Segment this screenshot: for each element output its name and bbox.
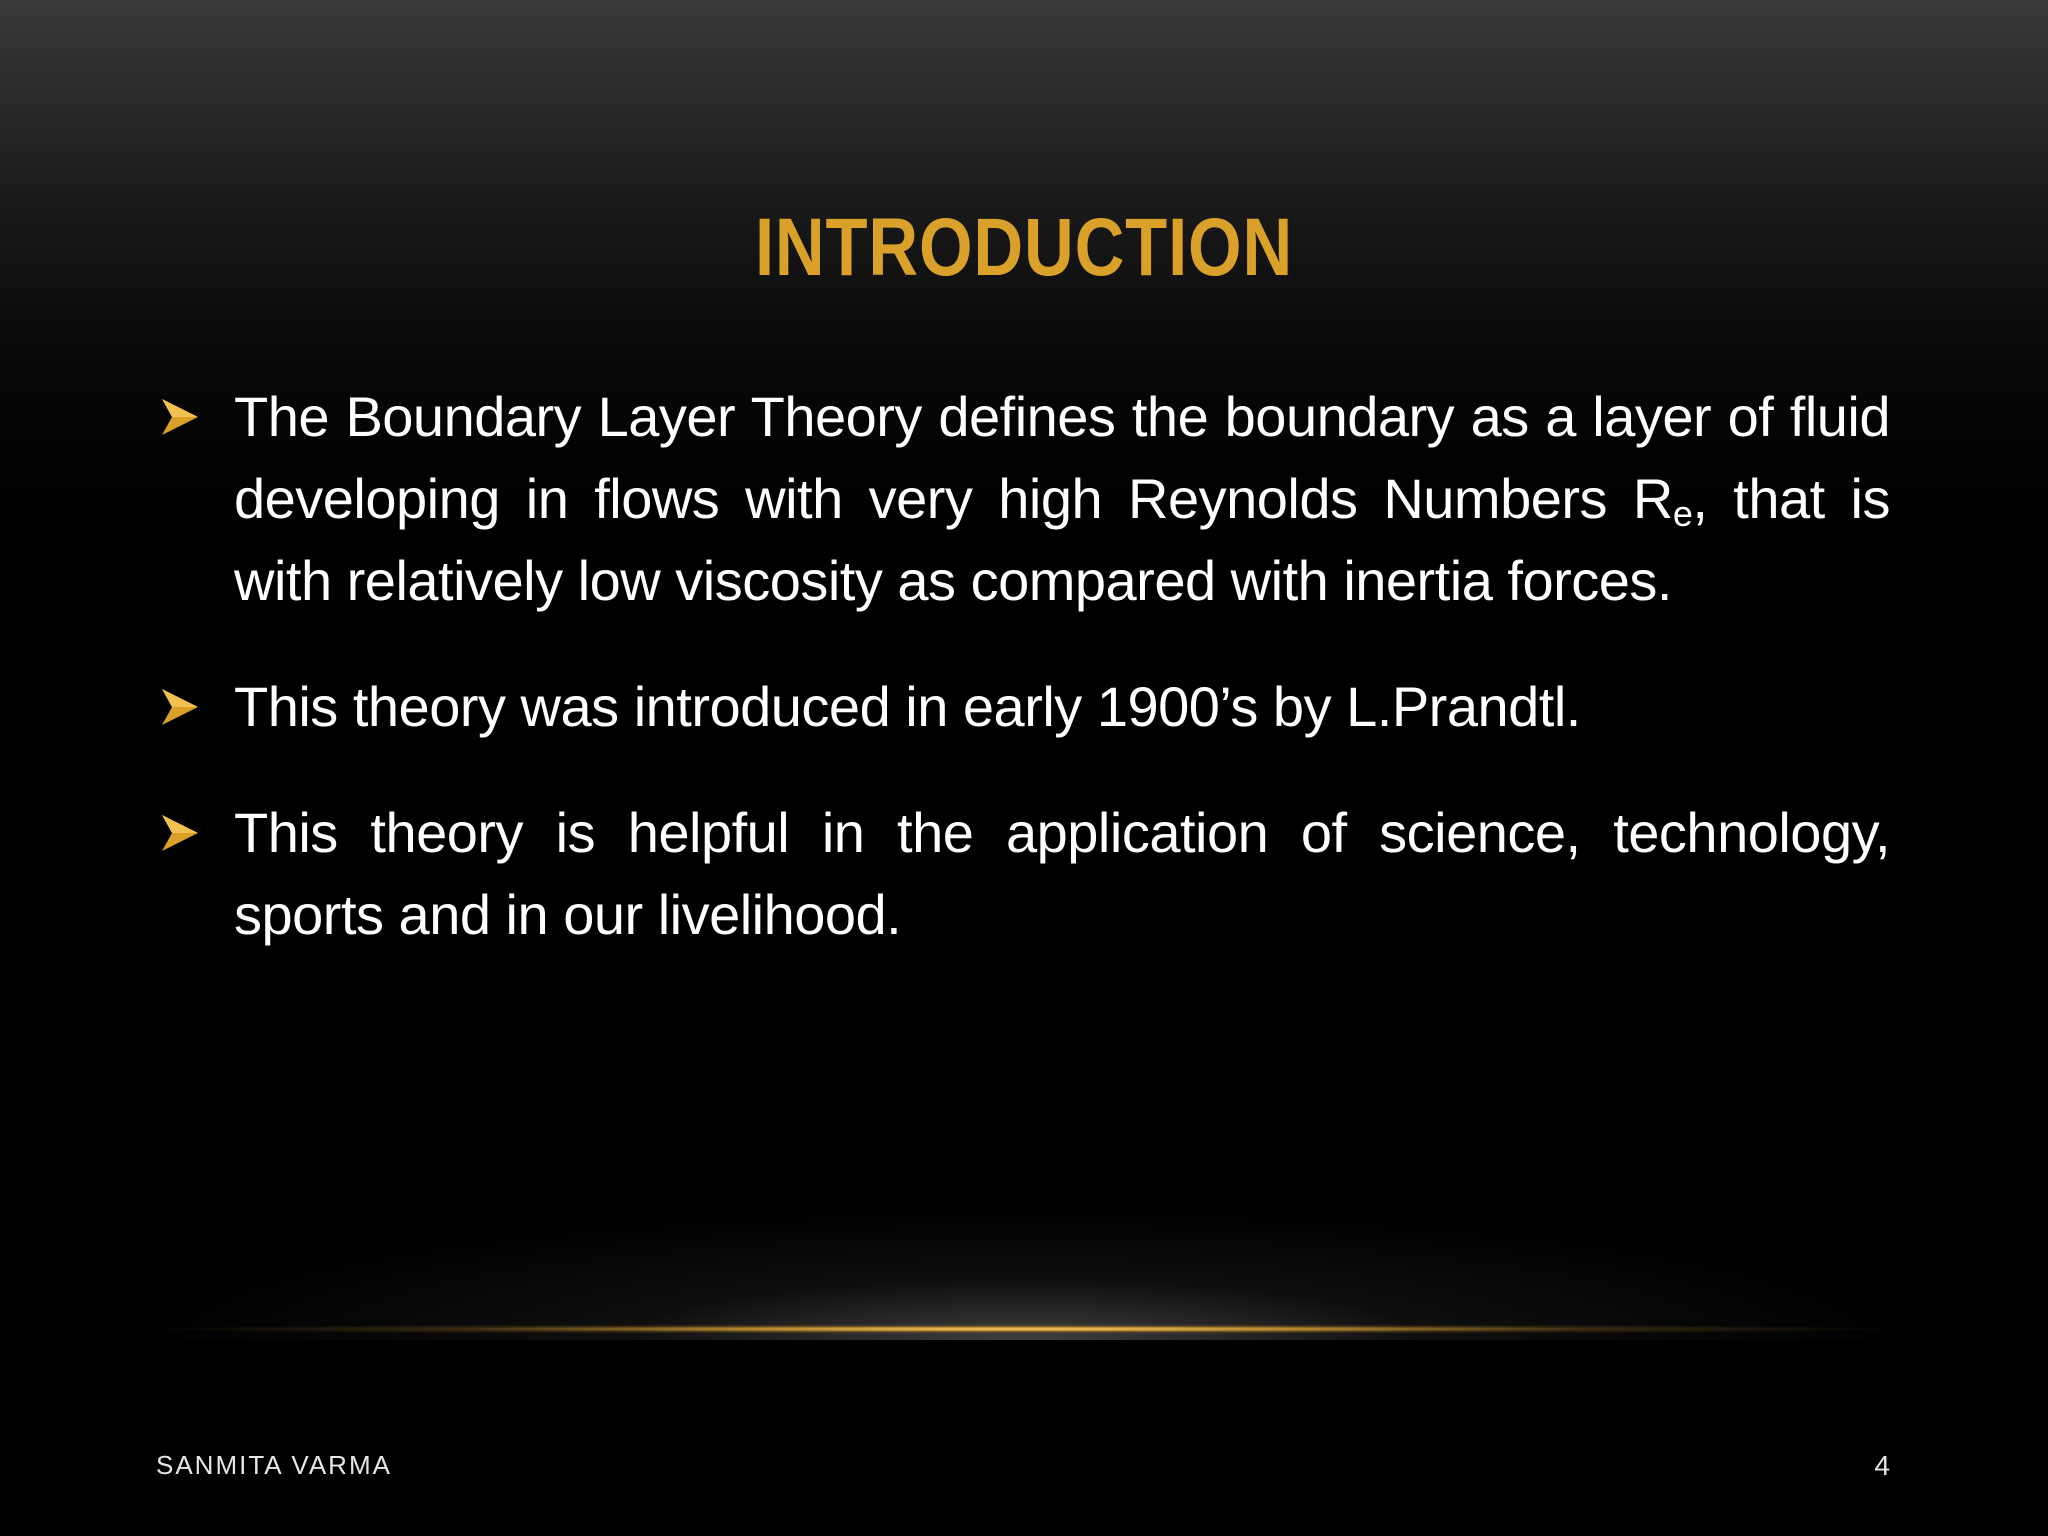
bullet-item (158, 666, 1890, 748)
bullet-list (158, 376, 1890, 1000)
decorative-glow (140, 1100, 1908, 1340)
bullet-text: This theory was introduced in early 1900’s by L.Prandtl. (234, 675, 1581, 738)
bullet-text-part: , that is with relatively low viscosity as compared with inertia forces. (234, 467, 1890, 612)
reynolds-subscript: e (1672, 493, 1693, 534)
bullet-text (234, 376, 1890, 622)
bullet-text: This theory is helpful in the application of science, technology, sports and in our livelihood. (234, 801, 1890, 946)
bullet-item (158, 792, 1890, 956)
slide-title: INTRODUCTION (754, 202, 1294, 293)
arrow-bullet-icon (158, 376, 234, 458)
page-number: 4 (1874, 1450, 1890, 1481)
decorative-gold-line (140, 1324, 1908, 1334)
arrow-bullet-icon-shape (158, 811, 202, 855)
arrow-bullet-icon-shape (158, 685, 202, 729)
arrow-bullet-icon-shape (158, 395, 202, 439)
arrow-bullet-icon (158, 792, 234, 874)
bullet-text-part: The Boundary Layer Theory defines the boundary as a layer of fluid developing in flows with very high Reynolds Numbers R (234, 385, 1890, 530)
bullet-item (158, 376, 1890, 622)
arrow-bullet-icon (158, 666, 234, 748)
footer-author: SANMITA VARMA (156, 1450, 392, 1480)
